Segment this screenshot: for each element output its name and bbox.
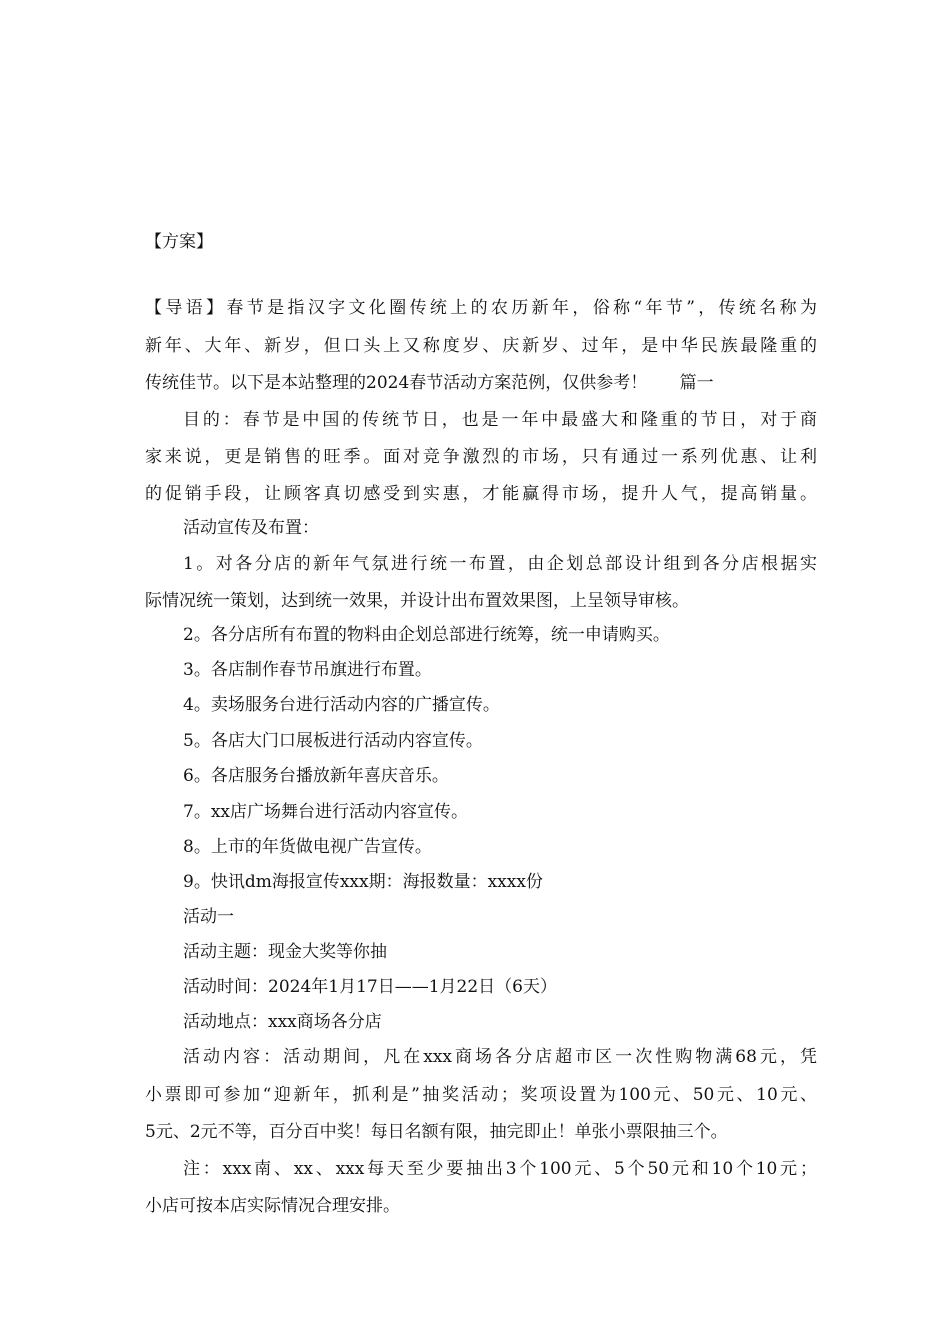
intro-line-1: 【导语】春节是指汉字文化圈传统上的农历新年，俗称“年节”，传统名称为 — [145, 298, 817, 318]
activity-1-time: 活动时间：2024年1月17日——1月22日（6天） — [183, 977, 557, 997]
promotion-item-6: 6。各店服务台播放新年喜庆音乐。 — [183, 766, 449, 786]
activity-1-content-line-3: 5元、2元不等，百分百中奖！每日名额有限，抽完即止！单张小票限抽三个。 — [145, 1122, 728, 1142]
promotion-item-8: 8。上市的年货做电视广告宣传。 — [183, 837, 432, 857]
activity-1-title: 活动一 — [183, 907, 234, 927]
purpose-line-3: 的促销手段，让顾客真切感受到实惠，才能赢得市场，提升人气，提高销量。 — [145, 484, 817, 504]
activity-1-note-line-2: 小店可按本店实际情况合理安排。 — [145, 1196, 400, 1216]
promotion-item-2: 2。各分店所有布置的物料由企划总部进行统筹，统一申请购买。 — [183, 625, 670, 645]
activity-1-location: 活动地点：xxx商场各分店 — [183, 1012, 382, 1032]
intro-line-2: 新年、大年、新岁，但口头上又称度岁、庆新岁、过年，是中华民族最隆重的 — [145, 336, 817, 356]
intro-line-3: 传统佳节。以下是本站整理的2024春节活动方案范例，仅供参考！ 篇一 — [145, 373, 714, 393]
document-heading: 【方案】 — [145, 232, 213, 252]
promotion-item-5: 5。各店大门口展板进行活动内容宣传。 — [183, 731, 483, 751]
activity-1-content-line-2: 小票即可参加“迎新年，抓利是”抽奖活动；奖项设置为100元、50元、10元、 — [145, 1085, 817, 1105]
promotion-title: 活动宣传及布置： — [183, 518, 319, 538]
purpose-line-1: 目的：春节是中国的传统节日，也是一年中最盛大和隆重的节日，对于商 — [183, 410, 817, 430]
promotion-item-1-line-2: 际情况统一策划，达到统一效果，并设计出布置效果图，上呈领导审核。 — [145, 591, 689, 611]
promotion-item-1-line-1: 1。对各分店的新年气氛进行统一布置，由企划总部设计组到各分店根据实 — [183, 554, 817, 574]
activity-1-theme: 活动主题：现金大奖等你抽 — [183, 942, 387, 962]
promotion-item-9: 9。快讯dm海报宣传xxx期：海报数量：xxxx份 — [183, 872, 543, 892]
promotion-item-3: 3。各店制作春节吊旗进行布置。 — [183, 660, 432, 680]
activity-1-note-line-1: 注：xxx南、xx、xxx每天至少要抽出3个100元、5个50元和10个10元； — [183, 1159, 817, 1179]
purpose-line-2: 家来说，更是销售的旺季。面对竞争激烈的市场，只有通过一系列优惠、让利 — [145, 447, 817, 467]
promotion-item-7: 7。xx店广场舞台进行活动内容宣传。 — [183, 802, 468, 822]
promotion-item-4: 4。卖场服务台进行活动内容的广播宣传。 — [183, 695, 500, 715]
activity-1-content-line-1: 活动内容：活动期间，凡在xxx商场各分店超市区一次性购物满68元，凭 — [183, 1047, 817, 1067]
